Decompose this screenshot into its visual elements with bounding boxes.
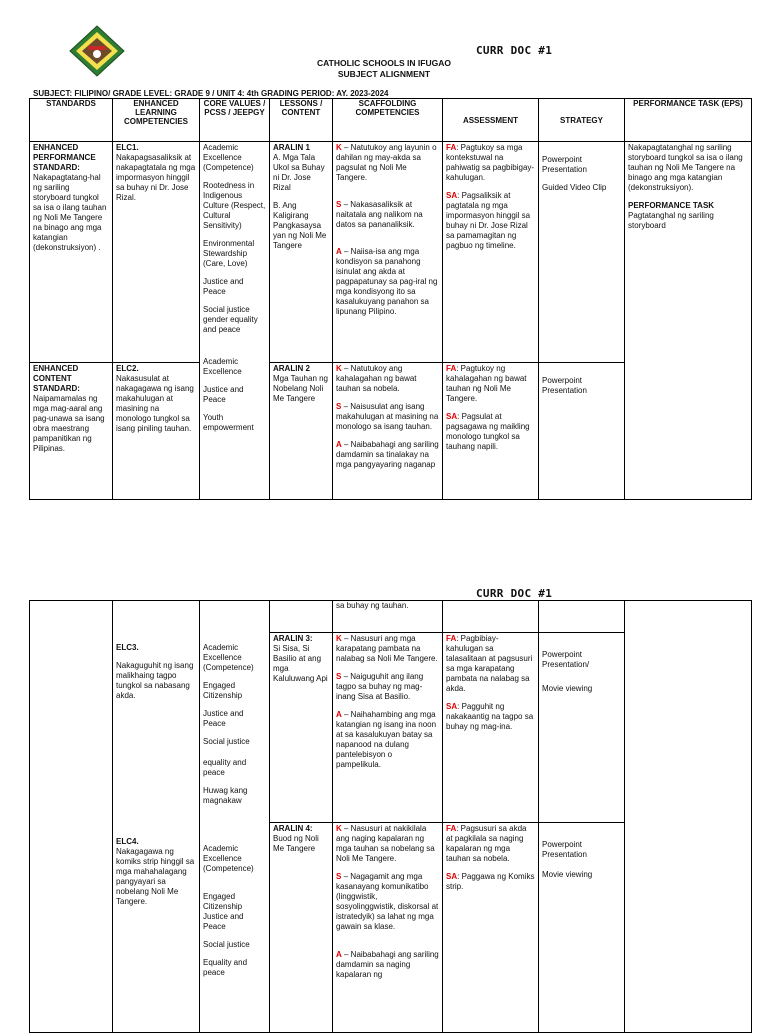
- scaffolding-cell: [333, 363, 443, 500]
- content-standard-text: Naipamamalas ng mga mag-aaral ang pag-unawa sa isang obra maestrang pampanitikan ng Pilipinas.: [33, 394, 105, 453]
- elc3-title: ELC3.: [116, 643, 139, 652]
- school-name: CATHOLIC SCHOOLS IN IFUGAO: [317, 58, 451, 68]
- assessment-cell-empty: [443, 601, 539, 633]
- s-label: S: [336, 872, 342, 881]
- scaffolding-cell: [333, 823, 443, 1033]
- strategy-item: Powerpoint Presentation: [542, 376, 587, 395]
- core-value: Social justice: [203, 940, 250, 949]
- alignment-table-page1: [29, 98, 752, 500]
- curr-doc-label: CURR DOC #1: [476, 44, 553, 57]
- standards-cell: [30, 142, 113, 363]
- performance-standard-title: ENHANCED PERFORMANCE STANDARD:: [33, 143, 96, 172]
- aralin4-text: Buod ng Noli Me Tangere: [273, 834, 319, 853]
- document-title: SUBJECT ALIGNMENT: [337, 69, 431, 79]
- aralin4-title: ARALIN 4:: [273, 824, 313, 833]
- core-values-cell: [200, 142, 270, 500]
- core-value: Academic Excellence (Competence): [203, 844, 254, 873]
- elc2-text: Nakasusulat at nakagagawa ng isang makahulugan at masining na monologo tungkol sa isang piniling tauhan.: [116, 374, 194, 433]
- assessment-cell: [443, 142, 539, 363]
- sa-label: SA: [446, 872, 458, 881]
- standards-cell-empty: [30, 601, 113, 1033]
- header-elc: ENHANCED LEARNING COMPETENCIES: [113, 99, 200, 142]
- eps-cell: [625, 142, 752, 500]
- lesson-cell-empty: [270, 601, 333, 633]
- s-text: – Nakasasaliksik at naitatala ang nalikom na datos sa pananaliksik.: [336, 200, 423, 229]
- sa-text: : Pagguhit ng nakakaantig na tagpo sa buhay ng mag-ina.: [446, 702, 534, 731]
- k-text: – Natutukoy ang layunin o dahilan ng may-akda sa pagsulat ng Noli Me Tangere.: [336, 143, 437, 182]
- aralin1-title: ARALIN 1: [273, 143, 310, 152]
- core-value: Academic Excellence (Competence): [203, 143, 254, 172]
- elc1-title: ELC1.: [116, 143, 139, 152]
- a-text: – Naibabahagi ang sariling damdamin sa naging kapalaran ng: [336, 950, 439, 979]
- strategy-cell-empty: [539, 601, 625, 633]
- core-value: Justice and Peace: [203, 385, 244, 404]
- a-text: – Naibabahagi ang sariling damdamin sa tinalakay na mga pangyayaring naganap: [336, 440, 439, 469]
- lesson-cell: [270, 633, 333, 823]
- alignment-table-page2: [29, 600, 752, 1033]
- strategy-item: Powerpoint Presentation: [542, 155, 587, 174]
- k-text: – Nasusuri at nakikilala ang naging kapalaran ng mga tauhan sa nobelang sa Noli Me Tangere.: [336, 824, 435, 863]
- assessment-cell: [443, 363, 539, 500]
- fa-text: : Pagbibiay-kahulugan sa talasalitaan at pagsusuri sa mga karapatang pambata na nalabag sa akda.: [446, 634, 533, 693]
- aralin2-text: Mga Tauhan ng Nobelang Noli Me Tangere: [273, 374, 329, 403]
- aralin1-part-b: B. Ang Kaligirang Pangkasaysa yan ng Noli Me Tangere: [273, 201, 327, 250]
- core-value: Social justice: [203, 737, 250, 746]
- performance-standard-text: Nakapagtatang-hal ng sariling storyboard tungkol sa isa o ilang tauhan ng Noli Me Tangere na binago ang mga katangian (dekonstruksiyon) .: [33, 173, 107, 252]
- content-standard-title: ENHANCED CONTENT STANDARD:: [33, 364, 80, 393]
- aralin3-title: ARALIN 3:: [273, 634, 313, 643]
- core-value: Justice and Peace: [203, 277, 244, 296]
- standards-cell: [30, 363, 113, 500]
- elc1-text: Nakapagsasaliksik at nakapagtatala ng mga impormasyon hinggil sa buhay ni Dr. Jose Rizal.: [116, 153, 196, 202]
- fa-label: FA: [446, 634, 457, 643]
- core-value: equality and peace: [203, 758, 247, 777]
- k-label: K: [336, 634, 342, 643]
- fa-label: FA: [446, 364, 457, 373]
- s-label: S: [336, 402, 342, 411]
- k-label: K: [336, 143, 342, 152]
- core-value: Engaged Citizenship: [203, 681, 243, 700]
- header-eps: PERFORMANCE TASK (EPS): [625, 99, 752, 142]
- subject-line: SUBJECT: FILIPINO/ GRADE LEVEL: GRADE 9 / UNIT 4: 4th GRADING PERIOD: AY. 2023-2024: [33, 89, 389, 98]
- sa-label: SA: [446, 702, 458, 711]
- elc4-text: Nakagagawa ng komiks strip hinggil sa mga mahahalagang pangyayari sa nobelang Noli Me Tangere.: [116, 847, 195, 906]
- fa-text: : Pagsusuri sa akda at pagkilala sa naging kapalaran ng mga tauhan sa nobela.: [446, 824, 527, 863]
- header-scaffolding: SCAFFOLDING COMPETENCIES: [333, 99, 443, 142]
- fa-label: FA: [446, 824, 457, 833]
- s-label: S: [336, 672, 342, 681]
- sa-label: SA: [446, 412, 458, 421]
- scaffolding-cell: [333, 142, 443, 363]
- elc4-title: ELC4.: [116, 837, 139, 846]
- performance-task-text: Pagtatanghal ng sariling storyboard: [628, 211, 714, 230]
- core-value: Academic Excellence (Competence): [203, 643, 254, 672]
- sa-text: : Pagsulat at pagsagawa ng maikling monologo tungkol sa tauhang napili.: [446, 412, 530, 451]
- elc-cell: [113, 363, 200, 500]
- s-label: S: [336, 200, 342, 209]
- header-assessment: ASSESSMENT: [443, 99, 539, 142]
- core-values-cell: [200, 601, 270, 1033]
- k-text: – Nasusuri ang mga karapatang pambata na nalabag sa Noli Me Tangere.: [336, 634, 438, 663]
- aralin1-part-a: A. Mga Tala Ukol sa Buhay ni Dr. Jose Rizal: [273, 153, 325, 192]
- fa-label: FA: [446, 143, 457, 152]
- carry-over-text: sa buhay ng tauhan.: [336, 601, 409, 610]
- core-value: Huwag kang magnakaw: [203, 786, 248, 805]
- strategy-item: Movie viewing: [542, 870, 593, 879]
- header-strategy: STRATEGY: [539, 99, 625, 142]
- header-core-values: CORE VALUES / PCSS / JEEPGY: [200, 99, 270, 142]
- fa-text: : Pagtukoy ng kahalagahan ng bawat tauhan ng Noli Me Tangere.: [446, 364, 527, 403]
- school-logo: [68, 24, 126, 78]
- aralin2-title: ARALIN 2: [273, 364, 310, 373]
- strategy-cell: [539, 142, 625, 363]
- strategy-item: Movie viewing: [542, 684, 593, 693]
- sa-label: SA: [446, 191, 458, 200]
- sa-text: : Pagsaliksik at pagtatala ng mga impormasyon hinggil sa buhay ni Dr. Jose Rizal sa pamamagitan ng pagbuo ng timeline.: [446, 191, 531, 250]
- a-label: A: [336, 950, 342, 959]
- k-text: – Natutukoy ang kahalagahan ng bawat tauhan sa nobela.: [336, 364, 417, 393]
- lesson-cell: [270, 823, 333, 1033]
- s-text: – Naiguguhit ang ilang tagpo sa buhay ng mag-inang Sisa at Basilio.: [336, 672, 424, 701]
- k-label: K: [336, 824, 342, 833]
- k-label: K: [336, 364, 342, 373]
- fa-text: : Pagtukoy sa mga kontekstuwal na pahiwatig sa pagbibigay-kahulugan.: [446, 143, 535, 182]
- core-value: Environmental Stewardship (Care, Love): [203, 239, 255, 268]
- scaffolding-carry-cell: [333, 601, 443, 633]
- assessment-cell: [443, 633, 539, 823]
- core-value: Justice and Peace: [203, 709, 244, 728]
- curr-doc-label-page2: CURR DOC #1: [476, 587, 553, 600]
- strategy-cell: [539, 633, 625, 823]
- header-lessons: LESSONS / CONTENT: [270, 99, 333, 142]
- elc3-text: Nakaguguhit ng isang malikhaing tagpo tungkol sa nabasang akda.: [116, 661, 194, 700]
- elc2-title: ELC2.: [116, 364, 139, 373]
- a-text: – Naiisa-isa ang mga kondisyon sa panahong isinulat ang akda at pagpapatunay sa pag-iral ng mga kondisyong ito sa kasalukuyang panahon sa lipunang Pilipino.: [336, 247, 438, 316]
- core-value: Social justice gender equality and peace: [203, 305, 258, 334]
- lesson-cell: [270, 363, 333, 500]
- s-text: – Nagagamit ang mga kasanayang komunikatibo (linggwistik, sosyolinggwistik, diskorsal at istratedyik) sa lahat ng mga gawain sa klase.: [336, 872, 439, 931]
- s-text: – Naisusulat ang isang makahulugan at masining na monologo sa isang tauhan.: [336, 402, 439, 431]
- core-value: Equality and peace: [203, 958, 248, 977]
- a-label: A: [336, 247, 342, 256]
- a-label: A: [336, 710, 342, 719]
- scaffolding-cell: [333, 633, 443, 823]
- sa-text: : Paggawa ng Komiks strip.: [446, 872, 535, 891]
- performance-task-title: PERFORMANCE TASK: [628, 201, 715, 210]
- strategy-item: Powerpoint Presentation/: [542, 650, 590, 669]
- core-value: Academic Excellence: [203, 357, 242, 376]
- elc-cell: [113, 142, 200, 363]
- eps-text: Nakapagtatanghal ng sariling storyboard tungkol sa isa o ilang tauhan ng Noli Me Tangere na binago ang mga katangian (dekonstruksiyon).: [628, 143, 743, 192]
- elc-cell: [113, 601, 200, 1033]
- header-standards: STANDARDS: [30, 99, 113, 142]
- lesson-cell: [270, 142, 333, 363]
- strategy-item: Guided Video Clip: [542, 183, 607, 192]
- core-value: Engaged Citizenship Justice and Peace: [203, 892, 244, 931]
- assessment-cell: [443, 823, 539, 1033]
- eps-cell-empty: [625, 601, 752, 1033]
- core-value: Youth empowerment: [203, 413, 254, 432]
- strategy-item: Powerpoint Presentation: [542, 840, 587, 859]
- aralin3-text: Si Sisa, Si Basilio at ang mga Kaluluwang Api: [273, 644, 328, 683]
- a-label: A: [336, 440, 342, 449]
- core-value: Rootedness in Indigenous Culture (Respect, Cultural Sensitivity): [203, 181, 266, 230]
- a-text: – Naihahambing ang mga katangian ng isang ina noon at sa kasalukuyan batay sa napanood na dulang pantelebisyon o pampelikula.: [336, 710, 437, 769]
- strategy-cell: [539, 823, 625, 1033]
- strategy-cell: [539, 363, 625, 500]
